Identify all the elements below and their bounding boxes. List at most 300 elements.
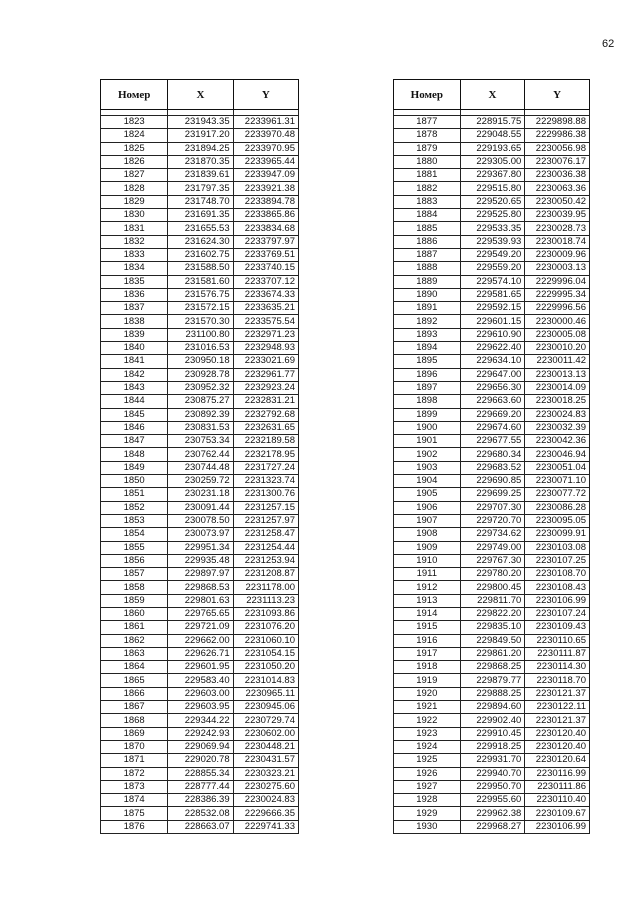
x-coordinate-cell: 231016.53 [168,342,233,355]
point-number-cell: 1867 [101,701,168,714]
point-number-cell: 1825 [101,142,168,155]
x-coordinate-cell: 229721.09 [168,621,233,634]
table-row [394,368,590,381]
point-number-cell: 1874 [101,794,168,807]
table-row [394,248,590,261]
y-coordinate-cell: 2229666.35 [233,807,298,820]
table-row [101,129,299,142]
table-row [394,754,590,767]
y-coordinate-cell: 2231050.20 [233,661,298,674]
point-number-cell: 1917 [394,647,461,660]
y-coordinate-cell: 2233674.33 [233,288,298,301]
y-coordinate-cell: 2230120.40 [525,727,590,740]
x-coordinate-cell: 229879.77 [460,674,525,687]
point-number-cell: 1896 [394,368,461,381]
x-coordinate-cell: 229559.20 [460,262,525,275]
y-coordinate-cell: 2230111.87 [525,647,590,660]
table-row [394,687,590,700]
x-coordinate-cell: 228855.34 [168,767,233,780]
column-header-number: Номер [101,80,168,110]
y-coordinate-cell: 2232923.24 [233,381,298,394]
table-row [394,621,590,634]
table-header-row [394,80,590,110]
point-number-cell: 1835 [101,275,168,288]
y-coordinate-cell: 2230114.30 [525,661,590,674]
x-coordinate-cell: 229868.25 [460,661,525,674]
y-coordinate-cell: 2230028.73 [525,222,590,235]
point-number-cell: 1891 [394,302,461,315]
table-row [101,275,299,288]
y-coordinate-cell: 2230099.91 [525,528,590,541]
point-number-cell: 1913 [394,594,461,607]
y-coordinate-cell: 2231014.83 [233,674,298,687]
table-row [101,475,299,488]
point-number-cell: 1904 [394,475,461,488]
table-row [394,514,590,527]
y-coordinate-cell: 2229996.04 [525,275,590,288]
point-number-cell: 1843 [101,381,168,394]
point-number-cell: 1869 [101,727,168,740]
point-number-cell: 1826 [101,155,168,168]
x-coordinate-cell: 230259.72 [168,475,233,488]
point-number-cell: 1900 [394,421,461,434]
x-coordinate-cell: 229520.65 [460,195,525,208]
point-number-cell: 1849 [101,461,168,474]
y-coordinate-cell: 2231178.00 [233,581,298,594]
point-number-cell: 1898 [394,395,461,408]
point-number-cell: 1845 [101,408,168,421]
column-header-y: Y [525,80,590,110]
point-number-cell: 1824 [101,129,168,142]
x-coordinate-cell: 229242.93 [168,727,233,740]
table-row [394,541,590,554]
point-number-cell: 1834 [101,262,168,275]
point-number-cell: 1905 [394,488,461,501]
table-row [101,754,299,767]
x-coordinate-cell: 231576.75 [168,288,233,301]
y-coordinate-cell: 2230024.83 [525,408,590,421]
table-row [394,275,590,288]
table-row [101,302,299,315]
x-coordinate-cell: 229305.00 [460,155,525,168]
point-number-cell: 1914 [394,607,461,620]
point-number-cell: 1916 [394,634,461,647]
point-number-cell: 1853 [101,514,168,527]
x-coordinate-cell: 229574.10 [460,275,525,288]
point-number-cell: 1852 [101,501,168,514]
table-row [394,315,590,328]
x-coordinate-cell: 229674.60 [460,421,525,434]
y-coordinate-cell: 2230042.36 [525,435,590,448]
x-coordinate-cell: 229367.80 [460,169,525,182]
table-row [394,714,590,727]
x-coordinate-cell: 228915.75 [460,116,525,129]
y-coordinate-cell: 2233865.86 [233,209,298,222]
y-coordinate-cell: 2230095.05 [525,514,590,527]
table-row [101,727,299,740]
table-row [101,621,299,634]
table-row [101,581,299,594]
table-row [101,780,299,793]
table-row [394,581,590,594]
y-coordinate-cell: 2230118.70 [525,674,590,687]
y-coordinate-cell: 2230011.42 [525,355,590,368]
point-number-cell: 1850 [101,475,168,488]
table-row [101,288,299,301]
table-row [394,807,590,820]
table-row [101,647,299,660]
point-number-cell: 1884 [394,209,461,222]
point-number-cell: 1890 [394,288,461,301]
point-number-cell: 1924 [394,740,461,753]
x-coordinate-cell: 229680.34 [460,448,525,461]
table-row [101,461,299,474]
table-row [101,674,299,687]
y-coordinate-cell: 2230108.70 [525,568,590,581]
y-coordinate-cell: 2230116.99 [525,767,590,780]
table-row [394,634,590,647]
x-coordinate-cell: 231797.35 [168,182,233,195]
table-row [101,701,299,714]
table-row [101,195,299,208]
x-coordinate-cell: 229690.85 [460,475,525,488]
y-coordinate-cell: 2233707.12 [233,275,298,288]
table-row [101,222,299,235]
y-coordinate-cell: 2230965.11 [233,687,298,700]
point-number-cell: 1848 [101,448,168,461]
point-number-cell: 1888 [394,262,461,275]
table-row [394,488,590,501]
y-coordinate-cell: 2230108.43 [525,581,590,594]
x-coordinate-cell: 231691.35 [168,209,233,222]
y-coordinate-cell: 2232971.23 [233,328,298,341]
table-row [101,209,299,222]
x-coordinate-cell: 230744.48 [168,461,233,474]
table-row [394,302,590,315]
x-coordinate-cell: 231943.35 [168,116,233,129]
point-number-cell: 1927 [394,780,461,793]
table-row [394,475,590,488]
y-coordinate-cell: 2233740.15 [233,262,298,275]
point-number-cell: 1876 [101,820,168,833]
point-number-cell: 1887 [394,248,461,261]
x-coordinate-cell: 229677.55 [460,435,525,448]
y-coordinate-cell: 2230109.43 [525,621,590,634]
y-coordinate-cell: 2231208.87 [233,568,298,581]
x-coordinate-cell: 229822.20 [460,607,525,620]
table-row [394,554,590,567]
y-coordinate-cell: 2232961.77 [233,368,298,381]
y-coordinate-cell: 2232178.95 [233,448,298,461]
y-coordinate-cell: 2233834.68 [233,222,298,235]
y-coordinate-cell: 2233575.54 [233,315,298,328]
y-coordinate-cell: 2230121.37 [525,714,590,727]
y-coordinate-cell: 2230009.96 [525,248,590,261]
y-coordinate-cell: 2230120.64 [525,754,590,767]
table-row [101,448,299,461]
table-row [101,607,299,620]
point-number-cell: 1877 [394,116,461,129]
point-number-cell: 1911 [394,568,461,581]
table-row [101,182,299,195]
y-coordinate-cell: 2229741.33 [233,820,298,833]
point-number-cell: 1864 [101,661,168,674]
x-coordinate-cell: 229801.63 [168,594,233,607]
x-coordinate-cell: 229626.71 [168,647,233,660]
y-coordinate-cell: 2232831.21 [233,395,298,408]
point-number-cell: 1851 [101,488,168,501]
point-number-cell: 1837 [101,302,168,315]
table-row [394,727,590,740]
y-coordinate-cell: 2233635.21 [233,302,298,315]
y-coordinate-cell: 2230032.39 [525,421,590,434]
table-row [394,740,590,753]
table-row [101,568,299,581]
table-row [394,448,590,461]
y-coordinate-cell: 2229898.88 [525,116,590,129]
table-row [394,169,590,182]
x-coordinate-cell: 230078.50 [168,514,233,527]
table-row [394,607,590,620]
point-number-cell: 1929 [394,807,461,820]
y-coordinate-cell: 2230111.86 [525,780,590,793]
table-row [101,740,299,753]
point-number-cell: 1831 [101,222,168,235]
table-row [394,594,590,607]
y-coordinate-cell: 2233894.78 [233,195,298,208]
coordinates-table-right [393,79,590,834]
table-row [394,794,590,807]
point-number-cell: 1909 [394,541,461,554]
point-number-cell: 1823 [101,116,168,129]
x-coordinate-cell: 229020.78 [168,754,233,767]
point-number-cell: 1892 [394,315,461,328]
x-coordinate-cell: 229897.97 [168,568,233,581]
table-row [394,288,590,301]
point-number-cell: 1906 [394,501,461,514]
x-coordinate-cell: 229940.70 [460,767,525,780]
y-coordinate-cell: 2231093.86 [233,607,298,620]
x-coordinate-cell: 230073.97 [168,528,233,541]
point-number-cell: 1875 [101,807,168,820]
x-coordinate-cell: 230950.18 [168,355,233,368]
table-row [394,328,590,341]
y-coordinate-cell: 2230039.95 [525,209,590,222]
x-coordinate-cell: 229663.60 [460,395,525,408]
table-row [394,647,590,660]
y-coordinate-cell: 2230110.40 [525,794,590,807]
x-coordinate-cell: 229707.30 [460,501,525,514]
y-coordinate-cell: 2230323.21 [233,767,298,780]
x-coordinate-cell: 229918.25 [460,740,525,753]
table-row [394,342,590,355]
x-coordinate-cell: 229734.62 [460,528,525,541]
point-number-cell: 1878 [394,129,461,142]
table-row [101,235,299,248]
x-coordinate-cell: 229720.70 [460,514,525,527]
x-coordinate-cell: 229601.95 [168,661,233,674]
point-number-cell: 1919 [394,674,461,687]
x-coordinate-cell: 229861.20 [460,647,525,660]
x-coordinate-cell: 229048.55 [460,129,525,142]
y-coordinate-cell: 2230018.25 [525,395,590,408]
table-row [101,528,299,541]
y-coordinate-cell: 2230005.08 [525,328,590,341]
y-coordinate-cell: 2231054.15 [233,647,298,660]
table-row [101,661,299,674]
table-row [394,182,590,195]
table-row [394,155,590,168]
table-row [101,381,299,394]
y-coordinate-cell: 2230602.00 [233,727,298,740]
y-coordinate-cell: 2232948.93 [233,342,298,355]
table-row [394,661,590,674]
x-coordinate-cell: 230231.18 [168,488,233,501]
y-coordinate-cell: 2230018.74 [525,235,590,248]
y-coordinate-cell: 2230024.83 [233,794,298,807]
point-number-cell: 1855 [101,541,168,554]
y-coordinate-cell: 2230014.09 [525,381,590,394]
point-number-cell: 1908 [394,528,461,541]
y-coordinate-cell: 2230000.46 [525,315,590,328]
y-coordinate-cell: 2233797.97 [233,235,298,248]
x-coordinate-cell: 229669.20 [460,408,525,421]
column-header-x: X [460,80,525,110]
point-number-cell: 1827 [101,169,168,182]
y-coordinate-cell: 2230010.20 [525,342,590,355]
y-coordinate-cell: 2230056.98 [525,142,590,155]
point-number-cell: 1847 [101,435,168,448]
y-coordinate-cell: 2231254.44 [233,541,298,554]
y-coordinate-cell: 2231060.10 [233,634,298,647]
x-coordinate-cell: 229193.65 [460,142,525,155]
x-coordinate-cell: 229610.90 [460,328,525,341]
point-number-cell: 1838 [101,315,168,328]
x-coordinate-cell: 231894.25 [168,142,233,155]
table-row [101,408,299,421]
y-coordinate-cell: 2232792.68 [233,408,298,421]
point-number-cell: 1883 [394,195,461,208]
point-number-cell: 1844 [101,395,168,408]
table-row [101,421,299,434]
x-coordinate-cell: 229835.10 [460,621,525,634]
x-coordinate-cell: 229581.65 [460,288,525,301]
table-row [394,528,590,541]
table-row [101,155,299,168]
table-row [394,222,590,235]
point-number-cell: 1915 [394,621,461,634]
y-coordinate-cell: 2230046.94 [525,448,590,461]
x-coordinate-cell: 231655.53 [168,222,233,235]
table-row [394,435,590,448]
point-number-cell: 1901 [394,435,461,448]
x-coordinate-cell: 229868.53 [168,581,233,594]
x-coordinate-cell: 231572.15 [168,302,233,315]
y-coordinate-cell: 2233921.38 [233,182,298,195]
page-number: 62 [602,38,615,50]
y-coordinate-cell: 2230121.37 [525,687,590,700]
y-coordinate-cell: 2229996.56 [525,302,590,315]
y-coordinate-cell: 2229995.34 [525,288,590,301]
y-coordinate-cell: 2230431.57 [233,754,298,767]
x-coordinate-cell: 229811.70 [460,594,525,607]
x-coordinate-cell: 231748.70 [168,195,233,208]
point-number-cell: 1885 [394,222,461,235]
coordinates-table-left [100,79,299,834]
x-coordinate-cell: 229780.20 [460,568,525,581]
table-row [101,714,299,727]
point-number-cell: 1903 [394,461,461,474]
y-coordinate-cell: 2230013.13 [525,368,590,381]
point-number-cell: 1862 [101,634,168,647]
point-number-cell: 1836 [101,288,168,301]
table-row [394,501,590,514]
point-number-cell: 1859 [101,594,168,607]
y-coordinate-cell: 2230120.40 [525,740,590,753]
y-coordinate-cell: 2230086.28 [525,501,590,514]
point-number-cell: 1861 [101,621,168,634]
y-coordinate-cell: 2230275.60 [233,780,298,793]
x-coordinate-cell: 228386.39 [168,794,233,807]
point-number-cell: 1897 [394,381,461,394]
table-row [394,408,590,421]
x-coordinate-cell: 231588.50 [168,262,233,275]
y-coordinate-cell: 2233961.31 [233,116,298,129]
y-coordinate-cell: 2229986.38 [525,129,590,142]
point-number-cell: 1922 [394,714,461,727]
x-coordinate-cell: 229634.10 [460,355,525,368]
x-coordinate-cell: 229622.40 [460,342,525,355]
point-number-cell: 1865 [101,674,168,687]
y-coordinate-cell: 2230050.42 [525,195,590,208]
point-number-cell: 1923 [394,727,461,740]
x-coordinate-cell: 229344.22 [168,714,233,727]
y-coordinate-cell: 2230076.17 [525,155,590,168]
x-coordinate-cell: 229539.93 [460,235,525,248]
point-number-cell: 1846 [101,421,168,434]
table-row [101,169,299,182]
x-coordinate-cell: 229968.27 [460,820,525,833]
x-coordinate-cell: 231917.20 [168,129,233,142]
table-header-row [101,80,299,110]
y-coordinate-cell: 2233965.44 [233,155,298,168]
point-number-cell: 1895 [394,355,461,368]
y-coordinate-cell: 2231076.20 [233,621,298,634]
y-coordinate-cell: 2230107.24 [525,607,590,620]
table-row [101,342,299,355]
y-coordinate-cell: 2231323.74 [233,475,298,488]
x-coordinate-cell: 229962.38 [460,807,525,820]
x-coordinate-cell: 229656.30 [460,381,525,394]
y-coordinate-cell: 2230945.06 [233,701,298,714]
table-row [394,195,590,208]
table-row [101,594,299,607]
table-row [394,780,590,793]
x-coordinate-cell: 229683.52 [460,461,525,474]
y-coordinate-cell: 2230036.38 [525,169,590,182]
point-number-cell: 1907 [394,514,461,527]
x-coordinate-cell: 229955.60 [460,794,525,807]
point-number-cell: 1920 [394,687,461,700]
x-coordinate-cell: 229800.45 [460,581,525,594]
point-number-cell: 1842 [101,368,168,381]
point-number-cell: 1829 [101,195,168,208]
point-number-cell: 1832 [101,235,168,248]
x-coordinate-cell: 231624.30 [168,235,233,248]
x-coordinate-cell: 231581.60 [168,275,233,288]
table-row [101,554,299,567]
table-row [101,435,299,448]
